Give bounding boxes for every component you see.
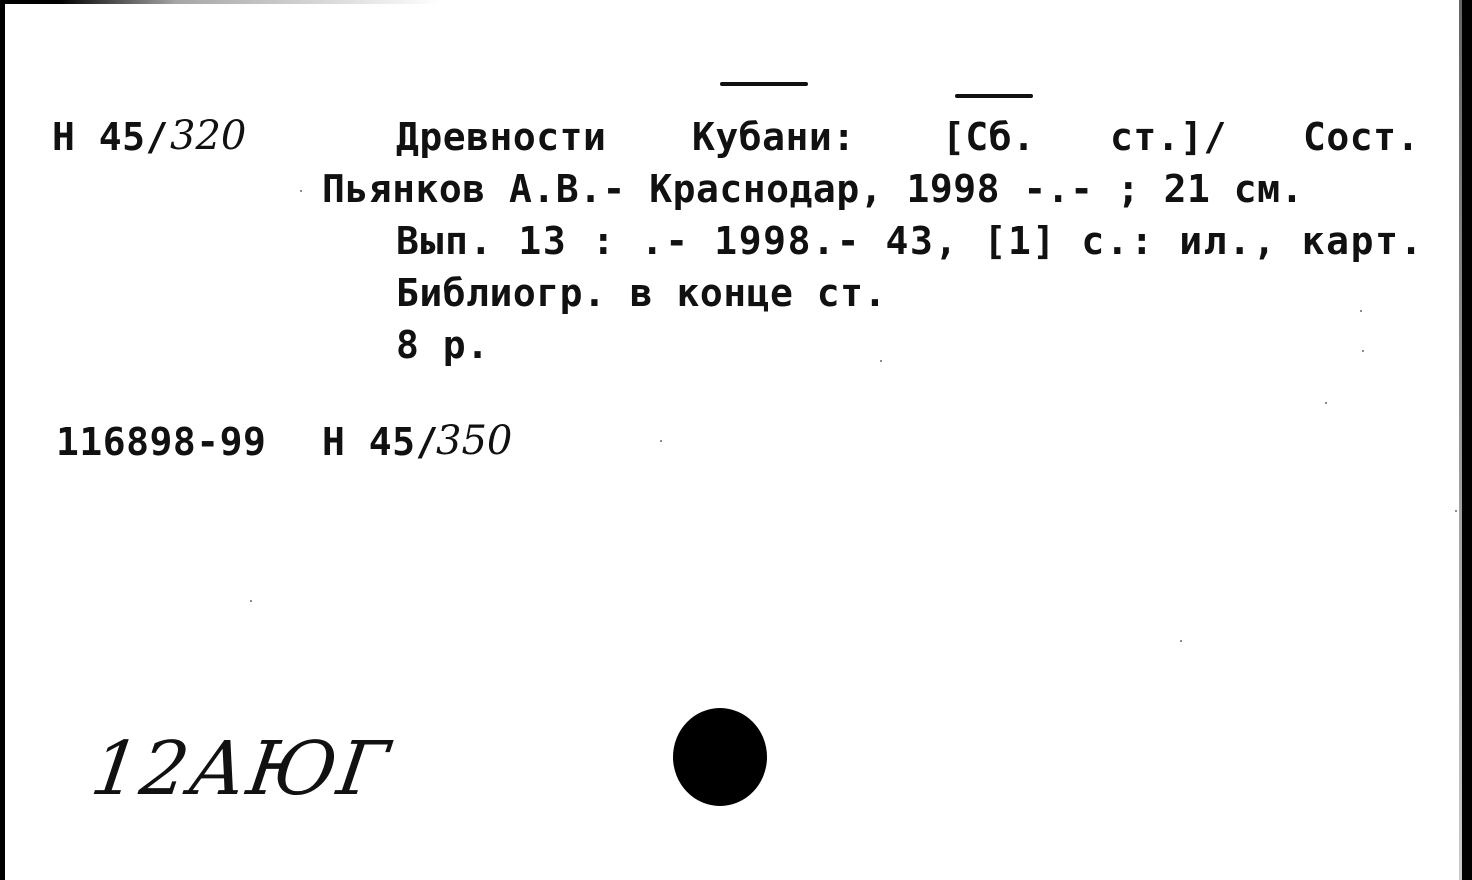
shelf-handwritten: 350 xyxy=(436,418,513,464)
scan-speck xyxy=(1180,640,1182,642)
call-number-handwritten: 320 xyxy=(170,113,247,159)
title-word-1: Древности xyxy=(396,115,607,159)
punch-hole xyxy=(673,708,767,806)
scan-speck xyxy=(1325,402,1327,404)
scan-speck xyxy=(1455,510,1457,512)
shelf-prefix: Н 45/ xyxy=(322,420,439,464)
card-right-edge xyxy=(1462,0,1472,880)
bibliography-line: Библиогр. в конце ст. xyxy=(396,271,887,315)
inventory-number: 116898-99 xyxy=(56,420,267,464)
issue-line: Вып. 13 : .- 1998.- 43, [1] с.: ил., карт. xyxy=(396,219,1425,263)
title-word-4: ст.]/ xyxy=(1110,115,1227,159)
card-left-edge xyxy=(0,0,5,880)
scan-speck xyxy=(660,440,662,442)
title-word-3: [Сб. xyxy=(942,115,1036,159)
title-overbar-1 xyxy=(720,82,808,86)
call-number-prefix: Н 45/ xyxy=(52,115,169,159)
scan-speck xyxy=(1360,310,1362,312)
title-word-2: Кубани: xyxy=(692,115,856,159)
title-overbar-2 xyxy=(955,94,1033,98)
scan-speck xyxy=(250,600,252,602)
author-publisher-line: Пьянков А.В.- Краснодар, 1998 -.- ; 21 см. xyxy=(322,167,1304,211)
scan-speck xyxy=(1362,350,1364,352)
card-top-edge xyxy=(0,0,1472,4)
scan-speck xyxy=(880,360,882,362)
handwritten-note: 12АЮГ xyxy=(85,726,396,812)
title-word-5: Сост. xyxy=(1303,115,1420,159)
scan-speck xyxy=(300,190,302,192)
price-line: 8 р. xyxy=(396,323,490,367)
